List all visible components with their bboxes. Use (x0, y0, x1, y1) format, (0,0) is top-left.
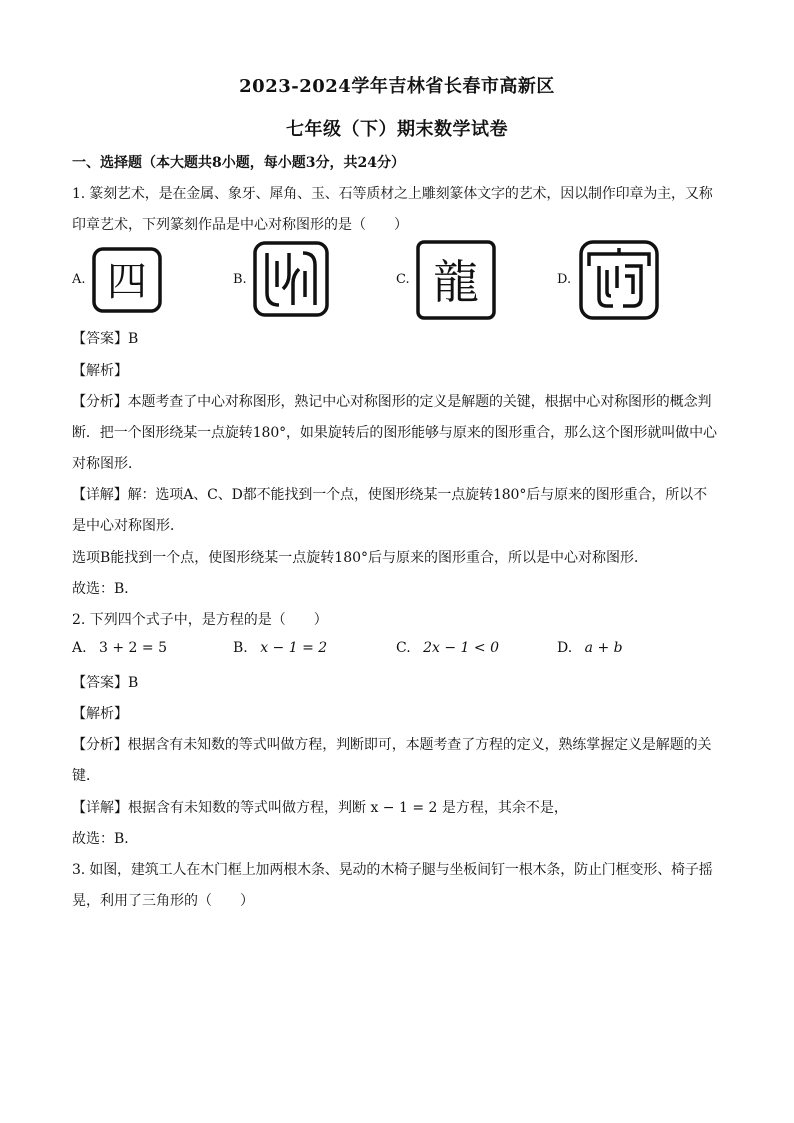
q2-option-b-label: B. (233, 640, 248, 656)
q1-analysis-line3: 对称图形． (72, 456, 142, 472)
q2-stem: 2. 下列四个式子中，是方程的是（ ） (72, 612, 328, 628)
seal-long-icon (416, 240, 496, 320)
q1-stem-line2: 印章艺术，下列篆刻作品是中心对称图形的是（ ） (72, 217, 408, 233)
q3-stem-line1: 3. 如图，建筑工人在木门框上加两根木条、晃动的木椅子腿与坐板间钉一根木条，防止门框变形、椅子摇 (72, 862, 713, 878)
q1-answer: 【答案】B (72, 331, 139, 347)
seal-si-glyph: 四 (107, 259, 147, 305)
q2-option-a (72, 640, 167, 656)
q2-option-d (557, 640, 623, 656)
q2-conclusion: 故选：B． (72, 831, 139, 847)
q1-analysis-line1: 【分析】本题考查了中心对称图形，熟记中心对称图形的定义是解题的关键，根据中心对称图形的概念判 (72, 394, 712, 410)
section-heading: 一、选择题（本大题共8小题，每小题3分，共24分） (72, 155, 405, 171)
q1-option-c-label: C. (396, 272, 410, 287)
q2-option-a-label: A. (72, 640, 87, 656)
q1-option-b-label: B. (233, 272, 247, 287)
q2-option-b (233, 640, 327, 656)
q2-option-c-label: C. (396, 640, 411, 656)
q1-analysis-heading: 【解析】 (72, 363, 128, 379)
q1-detail-line1: 【详解】解：选项A、C、D都不能找到一个点，使图形绕某一点旋转180°后与原来的图形重合，所以不 (72, 487, 707, 503)
q2-analysis-heading: 【解析】 (72, 706, 128, 722)
q2-analysis-line1: 【分析】根据含有未知数的等式叫做方程，判断即可，本题考查了方程的定义，熟练掌握定义是解题的关 (72, 737, 712, 753)
seal-spiral-icon (579, 240, 659, 320)
q2-option-b-expr: x − 1 = 2 (260, 640, 328, 656)
q3-stem-line2: 晃，利用了三角形的（ ） (72, 893, 254, 909)
seal-si-icon (92, 247, 162, 313)
exam-title-line1: 2023-2024学年吉林省长春市高新区 (239, 76, 555, 97)
q2-option-c (396, 640, 499, 656)
q2-option-a-expr: 3 + 2 = 5 (99, 640, 167, 656)
q1-detail-line2: 是中心对称图形． (72, 518, 184, 534)
exam-title-line2: 七年级（下）期末数学试卷 (286, 119, 508, 140)
q2-option-c-expr: 2x − 1 < 0 (423, 640, 500, 656)
q1-detail-line3: 选项B能找到一个点，使图形绕某一点旋转180°后与原来的图形重合，所以是中心对称图形． (72, 550, 649, 566)
q2-option-d-expr: a + b (584, 640, 623, 656)
q1-conclusion: 故选：B． (72, 581, 139, 597)
q1-option-d-label: D. (557, 272, 572, 287)
q2-option-d-label: D. (557, 640, 573, 656)
q1-stem-line1: 1. 篆刻艺术，是在金属、象牙、犀角、玉、石等质材之上雕刻篆体文字的艺术，因以制作印章为主，又称 (72, 186, 713, 202)
seal-zigzag-icon (253, 241, 329, 317)
q1-option-a-label: A. (72, 272, 86, 287)
q1-analysis-line2: 断．把一个图形绕某一点旋转180°，如果旋转后的图形能够与原来的图形重合，那么这个图形就叫做中心 (72, 425, 717, 441)
q2-detail: 【详解】根据含有未知数的等式叫做方程，判断 x − 1 = 2 是方程，其余不是， (72, 800, 568, 816)
q2-answer: 【答案】B (72, 675, 139, 691)
q2-analysis-line2: 键． (72, 768, 100, 784)
seal-long-glyph: 龍 (433, 255, 479, 309)
